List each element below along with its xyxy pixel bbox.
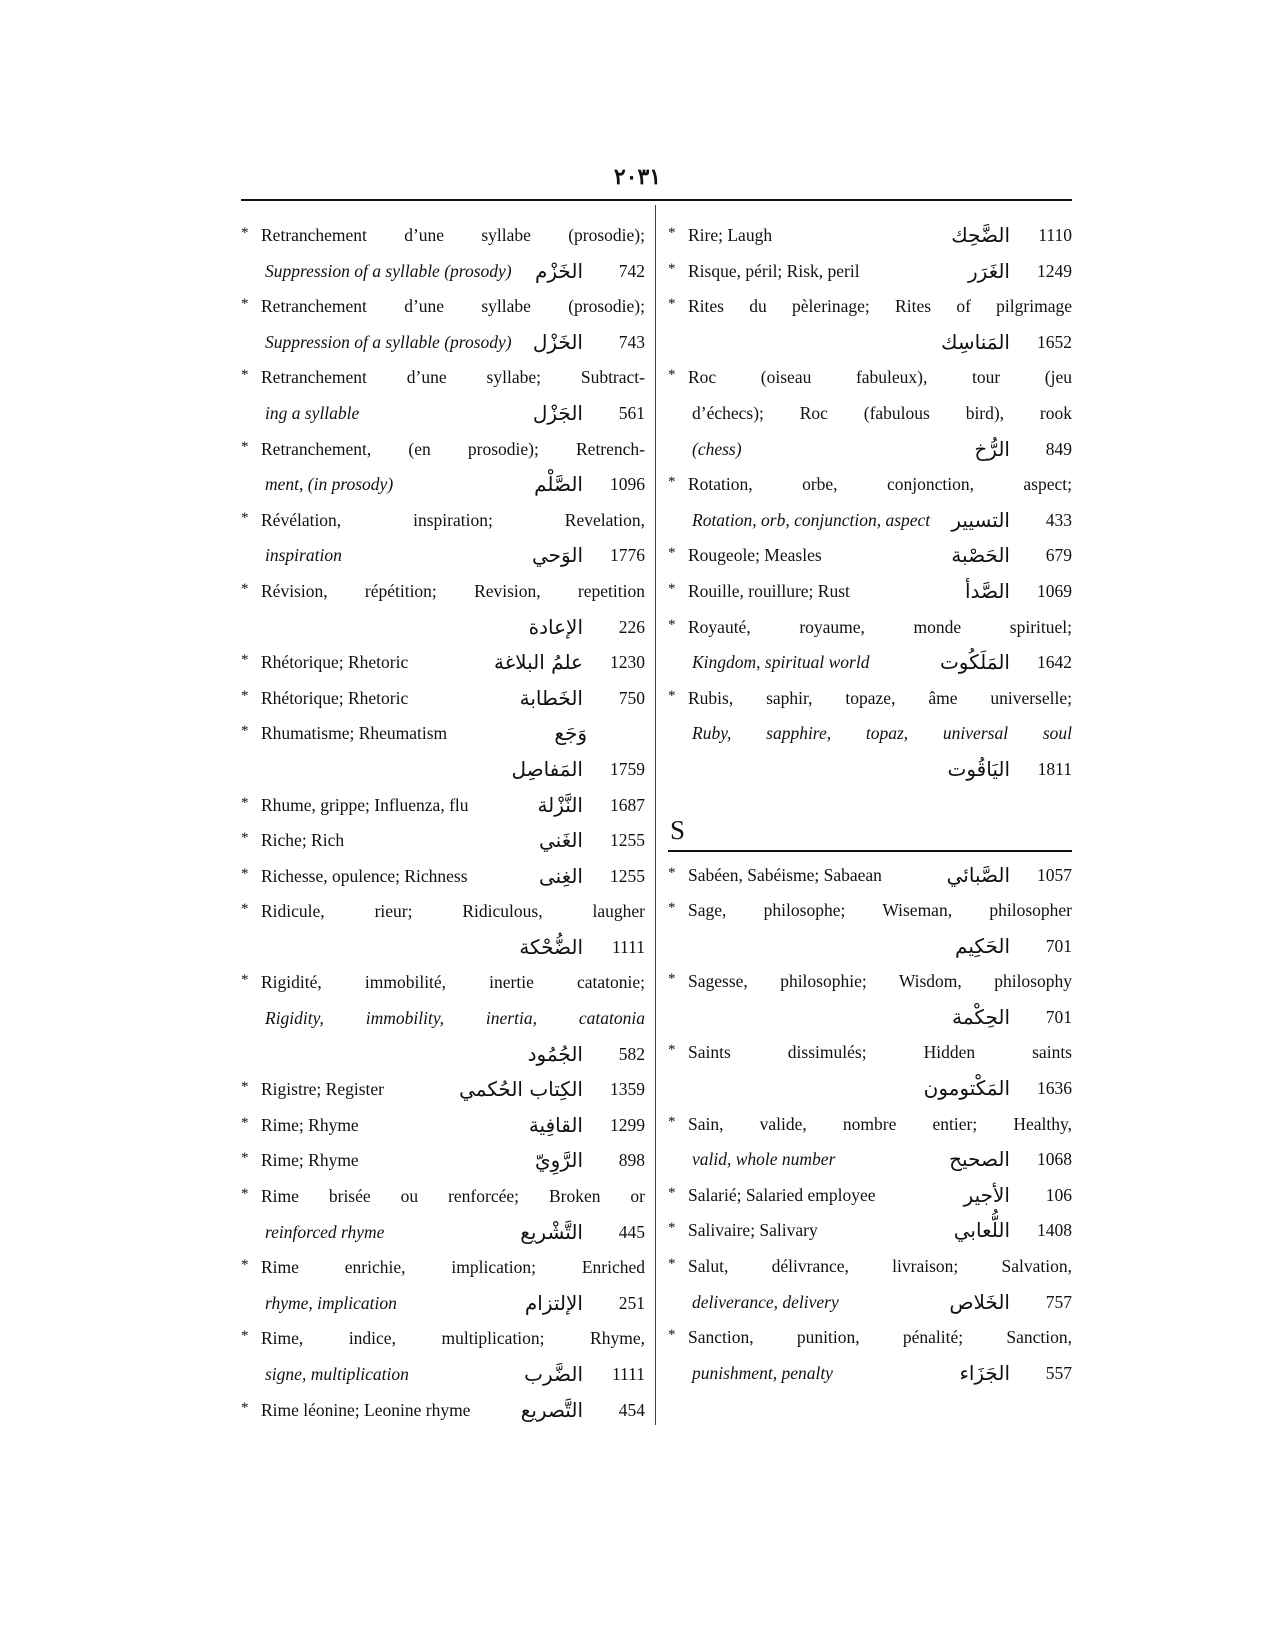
arabic-term: الإلتزام [524,1290,583,1315]
entry-line [668,467,1072,503]
entry-line [241,254,645,290]
page-reference: 557 [1045,1362,1072,1383]
entry-term: Révision, répétition; Revision, repetition [261,580,645,601]
arabic-term: الخَزْم [535,258,583,283]
bullet-asterisk: * [241,367,249,384]
left-column [241,218,645,1428]
entry-line [241,645,645,681]
entry-term: Rigidité, immobilité, inertie catatonie; [261,972,645,993]
entry-term: Richesse, opulence; Richness [261,865,468,886]
bullet-asterisk: * [241,830,249,847]
page-reference: 743 [618,331,645,352]
entry-term-continued: Rotation, orb, conjunction, aspect [692,509,931,530]
entry-line [241,1072,645,1108]
entry-term: Rougeole; Measles [688,545,822,566]
entry-line [241,1393,645,1429]
section-rule [668,850,1072,852]
entry-line [241,218,645,254]
entry-term: Retranchement d’une syllabe; Subtract- [261,367,645,388]
entry-line [241,1215,645,1251]
glossary-entry [668,538,1072,574]
entry-line [241,360,645,396]
page-reference: 226 [618,616,645,637]
entry-term-continued: Kingdom, spiritual world [692,652,870,673]
entry-line [241,574,645,610]
entry-line [241,610,645,646]
entry-line [668,432,1072,468]
entry-term-continued: inspiration [265,545,342,566]
bullet-asterisk: * [241,865,249,882]
bullet-asterisk: * [241,296,249,313]
bullet-asterisk: * [241,1186,249,1203]
page-reference: 445 [618,1221,645,1242]
page-reference: 1110 [1038,225,1072,245]
bullet-asterisk: * [241,1399,249,1416]
glossary-entry [241,574,645,645]
glossary-entry [668,254,1072,290]
entry-line [668,1320,1072,1356]
entry-term-continued: reinforced rhyme [265,1221,385,1242]
arabic-term: المَكْتومون [923,1076,1010,1101]
glossary-entry [241,823,645,859]
bullet-asterisk: * [668,545,676,562]
glossary-entry [241,1143,645,1179]
entry-line [668,929,1072,965]
arabic-term: الرُّخ [974,436,1010,461]
entry-term: Sanction, punition, pénalité; Sanction, [688,1327,1072,1348]
entry-term: Rime; Rhyme [261,1114,359,1135]
entry-term: Saints dissimulés; Hidden saints [688,1042,1072,1063]
entry-line [241,965,645,1001]
entry-line [668,645,1072,681]
entry-line [668,1249,1072,1285]
entry-term: Rubis, saphir, topaze, âme universelle; [688,687,1072,708]
entry-term-continued: punishment, penalty [692,1362,833,1383]
page-reference: 701 [1045,935,1072,956]
entry-line [241,1037,645,1073]
arabic-term: النَّزْلة [537,792,583,817]
bullet-asterisk: * [668,260,676,277]
arabic-term: الأجير [963,1182,1010,1207]
glossary-entry [241,965,645,1072]
entry-line [241,716,645,752]
section-letter: S [670,814,686,845]
page-reference: 701 [1045,1006,1072,1027]
entry-term: Rime brisée ou renforcée; Broken or [261,1186,645,1207]
page-reference: 251 [618,1292,645,1313]
entry-line [668,752,1072,788]
entry-line [668,1178,1072,1214]
entry-line [241,859,645,895]
glossary-entry [241,681,645,717]
arabic-term: الإعادة [528,614,583,639]
entry-line [668,1071,1072,1107]
bullet-asterisk: * [668,1220,676,1237]
entry-term: Rhumatisme; Rheumatism [261,723,448,744]
bullet-asterisk: * [241,225,249,241]
bullet-asterisk: * [241,687,249,704]
entry-line [668,289,1072,325]
glossary-entry [241,360,645,431]
entry-line [241,467,645,503]
entry-line [668,1285,1072,1321]
glossary-entry [241,218,645,289]
bullet-asterisk: * [241,1328,249,1345]
entry-line [668,325,1072,361]
entry-line [668,1035,1072,1071]
entry-term-continued: Suppression of a syllable (prosody) [265,260,512,281]
entry-term: Rhétorique; Rhetoric [261,687,409,708]
page-reference: 454 [618,1399,645,1420]
entry-line [668,360,1072,396]
bullet-asterisk: * [241,723,249,740]
glossary-entry [668,1249,1072,1320]
page-reference: 1408 [1037,1220,1072,1241]
glossary-entry [241,716,645,787]
page-reference: 1255 [610,865,645,886]
glossary-entry [241,645,645,681]
arabic-term: الحَصْبة [951,543,1010,568]
arabic-term: الحَكِيم [955,933,1010,958]
bullet-asterisk: * [668,687,676,704]
arabic-term: القافِية [528,1112,583,1137]
entry-term: Ridicule, rieur; Ridiculous, laugher [261,901,645,922]
bullet-asterisk: * [241,438,249,455]
glossary-entry [668,964,1072,1035]
arabic-term: الجُمُود [527,1041,583,1066]
bullet-asterisk: * [668,971,676,988]
glossary-entry [668,289,1072,360]
arabic-term: الضَّرب [524,1362,583,1386]
entry-term: Sain, valide, nombre entier; Healthy, [688,1113,1072,1134]
glossary-entry [241,788,645,824]
entry-term: Sagesse, philosophie; Wisdom, philosophy [688,971,1072,992]
entry-line [668,716,1072,752]
entry-term: Salarié; Salaried employee [688,1184,876,1205]
entry-term-continued: deliverance, delivery [692,1291,839,1312]
entry-term: Roc (oiseau fabuleux), tour (jeu [688,367,1072,388]
glossary-entry [241,1393,645,1429]
arabic-term: التَّشْريع [520,1219,583,1244]
arabic-term: الجَزَاء [959,1360,1010,1385]
bullet-asterisk: * [241,972,249,989]
bullet-asterisk: * [241,1079,249,1096]
arabic-term: الصحيح [949,1147,1010,1172]
glossary-entry [241,894,645,965]
entry-term: Rites du pèlerinage; Rites of pilgrimage [688,296,1072,317]
entry-line [241,788,645,824]
entry-line [668,858,1072,894]
entry-term: Riche; Rich [261,830,345,851]
entry-line [668,1000,1072,1036]
glossary-entry [668,858,1072,894]
glossary-entry [668,610,1072,681]
bullet-asterisk: * [241,1257,249,1274]
glossary-entry [668,574,1072,610]
entry-term-continued: Rigidity, immobility, inertia, catatonia [265,1008,645,1029]
entry-line [668,503,1072,539]
page-reference: 1759 [610,758,645,779]
entry-line [241,289,645,325]
arabic-term: الضَّحِك [951,223,1010,247]
page-reference: 750 [618,687,645,708]
column-divider [655,205,656,1425]
page-reference: 1230 [610,652,645,673]
entry-term: Retranchement d’une syllabe (prosodie); [261,225,645,245]
arabic-term: اليَاقُوت [947,756,1010,781]
arabic-term: الصَّبائي [946,862,1010,887]
entry-term-continued: signe, multiplication [265,1364,409,1384]
entry-line [241,930,645,966]
entry-term: Rime enrichie, implication; Enriched [261,1257,645,1278]
page-reference: 1069 [1037,580,1072,601]
entry-line [668,1356,1072,1392]
arabic-term: الخَلاص [949,1289,1010,1314]
entry-term: Royauté, royaume, monde spirituel; [688,616,1072,637]
glossary-entry [241,1321,645,1392]
entry-line [241,396,645,432]
glossary-entry [668,893,1072,964]
bullet-asterisk: * [241,901,249,918]
entry-term: Rire; Laugh [688,225,773,245]
section-letter-heading [668,806,1072,850]
page-reference: 1111 [611,936,645,957]
entry-term: Rime; Rhyme [261,1150,359,1171]
entry-line [241,1286,645,1322]
arabic-term: الرَّوِيّ [535,1148,583,1173]
bullet-asterisk: * [668,580,676,597]
arabic-term: الصَّدأ [964,578,1010,603]
entry-line [241,752,645,788]
glossary-entry [241,1072,645,1108]
arabic-term: المَلَكُوت [939,650,1010,675]
bullet-asterisk: * [668,1184,676,1201]
entry-term-continued: valid, whole number [692,1149,836,1170]
glossary-entry [241,503,645,574]
entry-line [241,1357,645,1393]
entry-line [241,1179,645,1215]
glossary-entry [241,1250,645,1321]
page-reference: 898 [618,1150,645,1171]
entry-term-continued: ment, (in prosody) [265,474,394,495]
glossary-entry [668,1320,1072,1391]
bullet-asterisk: * [668,616,676,633]
page-reference: 757 [1045,1291,1072,1312]
entry-line [668,254,1072,290]
arabic-term: الوَحي [531,543,583,568]
glossary-entry [241,1108,645,1144]
page-reference: 1642 [1037,652,1072,673]
page-reference: 1687 [610,794,645,815]
entry-line [241,1108,645,1144]
bullet-asterisk: * [668,1113,676,1130]
arabic-term: الغَني [538,828,583,853]
page-reference: 1249 [1037,260,1072,281]
arabic-term: الضُّحْكة [519,934,583,959]
glossary-entry [668,467,1072,538]
arabic-term: اللُّعابي [953,1218,1010,1243]
glossary-entry [668,1213,1072,1249]
entry-term: Rime, indice, multiplication; Rhyme, [261,1328,645,1349]
entry-line [241,823,645,859]
arabic-term: الغِنى [538,863,583,888]
entry-line [241,1321,645,1357]
arabic-term: الجَزْل [532,400,583,425]
entry-line [241,1001,645,1037]
page-reference: 1057 [1037,864,1072,885]
page-reference: 1068 [1037,1149,1072,1170]
bullet-asterisk: * [668,474,676,491]
entry-term-continued: Suppression of a syllable (prosody) [265,331,512,352]
entry-term: Retranchement d’une syllabe (prosodie); [261,296,645,317]
page-reference: 742 [618,260,645,281]
entry-line [668,538,1072,574]
bullet-asterisk: * [668,864,676,881]
entry-line [668,893,1072,929]
entry-term: Rime léonine; Leonine rhyme [261,1399,471,1420]
entry-term: Rotation, orbe, conjonction, aspect; [688,474,1072,495]
entry-line [668,218,1072,254]
entry-line [668,964,1072,1000]
arabic-term: التسيير [951,507,1010,532]
entry-term: Retranchement, (en prosodie); Retrench- [261,438,645,459]
bullet-asterisk: * [668,296,676,313]
entry-line [241,325,645,361]
bullet-asterisk: * [241,580,249,597]
glossary-entry [668,360,1072,467]
page-reference: 1299 [610,1114,645,1135]
page-reference: 561 [618,402,645,423]
top-rule [241,199,1072,201]
page-reference: 1776 [610,545,645,566]
glossary-entry [668,1035,1072,1106]
page-reference: 433 [1045,509,1072,530]
page-reference: 1096 [610,474,645,495]
entry-line [668,574,1072,610]
entry-line [241,432,645,468]
entry-line [241,538,645,574]
entry-term-continued: ing a syllable [265,402,360,423]
entry-line [668,1142,1072,1178]
entry-line [668,396,1072,432]
arabic-term: الخَطابة [519,685,583,710]
bullet-asterisk: * [668,900,676,917]
entry-term-continued: Ruby, sapphire, topaz, universal soul [692,723,1072,744]
entry-term: Révélation, inspiration; Revelation, [261,509,645,530]
entry-term: Salut, délivrance, livraison; Salvation, [688,1256,1072,1277]
page-reference: 1359 [610,1079,645,1100]
bullet-asterisk: * [668,225,676,241]
bullet-asterisk: * [241,652,249,669]
glossary-entry [668,1178,1072,1214]
entry-line [241,503,645,539]
arabic-term: المَفاصِل [511,756,583,781]
entry-term: Rhétorique; Rhetoric [261,652,409,673]
bullet-asterisk: * [241,1114,249,1131]
right-column [668,218,1072,1391]
arabic-term: الصَّلْم [534,472,583,497]
entry-line [241,1143,645,1179]
glossary-entry [668,218,1072,254]
glossary-entry [668,1107,1072,1178]
bullet-asterisk: * [668,367,676,384]
entry-term: Salivaire; Salivary [688,1220,818,1241]
page-reference: 849 [1045,438,1072,459]
arabic-term: الحِكْمة [952,1004,1010,1029]
glossary-entry [241,859,645,895]
entry-line [241,894,645,930]
arabic-term: الخَزْل [532,329,583,354]
page-number: ٢٠٣١ [613,164,662,189]
glossary-entry [241,1179,645,1250]
entry-line [241,681,645,717]
entry-term: Sabéen, Sabéisme; Sabaean [688,864,882,885]
bullet-asterisk: * [241,1150,249,1167]
page-reference: 1636 [1037,1078,1072,1099]
entry-line [668,681,1072,717]
entry-line [668,1107,1072,1143]
page-reference: 1811 [1037,758,1072,779]
glossary-entry [668,681,1072,788]
arabic-term: التَّصريع [520,1397,583,1422]
page-reference: 679 [1045,545,1072,566]
bullet-asterisk: * [668,1256,676,1273]
bullet-asterisk: * [668,1042,676,1059]
entry-line [241,1250,645,1286]
bullet-asterisk: * [241,794,249,811]
bullet-asterisk: * [241,509,249,526]
glossary-entry [241,432,645,503]
glossary-entry [241,289,645,360]
entry-term-continued: d’échecs); Roc (fabulous bird), rook [692,402,1072,423]
arabic-term: الكِتاب الحُكمي [459,1077,583,1102]
entry-term: Rouille, rouillure; Rust [688,580,850,601]
page-reference: 1111 [611,1364,645,1384]
arabic-term: المَناسِك [941,329,1010,354]
entry-term: Sage, philosophe; Wiseman, philosopher [688,900,1072,921]
arabic-term: وَجَع [554,721,587,746]
page-reference: 1255 [610,830,645,851]
bullet-asterisk: * [668,1327,676,1344]
page-reference: 106 [1045,1184,1072,1205]
entry-term-continued: (chess) [692,438,742,459]
page-reference: 1652 [1037,331,1072,352]
entry-term: Rigistre; Register [261,1079,384,1100]
arabic-term: علمُ البلاغة [493,650,583,675]
page-reference: 582 [618,1043,645,1064]
entry-line [668,610,1072,646]
entry-term-continued: rhyme, implication [265,1292,397,1313]
entry-term: Rhume, grippe; Influenza, flu [261,794,469,815]
arabic-term: الغَرَر [968,258,1010,283]
entry-term: Risque, péril; Risk, peril [688,260,860,281]
entry-line [668,1213,1072,1249]
